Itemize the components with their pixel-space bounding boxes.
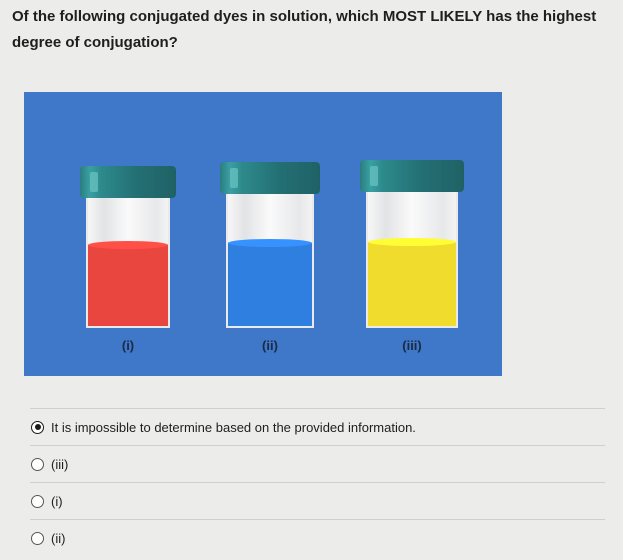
jar-label-ii: (ii) — [262, 338, 278, 353]
radio-button[interactable] — [31, 495, 44, 508]
jar-lid — [80, 166, 176, 198]
red-dye-liquid — [88, 245, 168, 326]
jar-ii — [220, 162, 320, 328]
radio-button-selected[interactable] — [31, 421, 44, 434]
jar-glass — [366, 192, 458, 328]
question-line-1: Of the following conjugated dyes in solution, which MOST LIKELY has the highest — [12, 8, 597, 25]
radio-button[interactable] — [31, 532, 44, 545]
yellow-dye-liquid — [368, 242, 456, 326]
jar-i — [80, 166, 176, 328]
question-line-2: degree of conjugation? — [12, 34, 178, 51]
option-label: It is impossible to determine based on the provided information. — [51, 419, 416, 435]
jar-lid — [360, 160, 464, 192]
option-iii[interactable] — [30, 445, 605, 482]
dye-jars-figure — [24, 92, 502, 376]
question-text — [12, 4, 623, 56]
jar-label-i: (i) — [121, 338, 135, 353]
jar-label-iii: (iii) — [402, 338, 422, 353]
option-label: (iii) — [51, 456, 69, 472]
option-ii[interactable] — [30, 519, 605, 556]
option-label: (ii) — [51, 530, 66, 546]
jar-iii — [360, 160, 464, 328]
jar-lid — [220, 162, 320, 194]
option-label: (i) — [51, 493, 63, 509]
radio-button[interactable] — [31, 458, 44, 471]
jar-glass — [86, 198, 170, 328]
jar-glass — [226, 194, 314, 328]
blue-dye-liquid — [228, 243, 312, 326]
answer-options — [30, 408, 605, 556]
option-i[interactable] — [30, 482, 605, 519]
option-impossible[interactable] — [30, 408, 605, 445]
